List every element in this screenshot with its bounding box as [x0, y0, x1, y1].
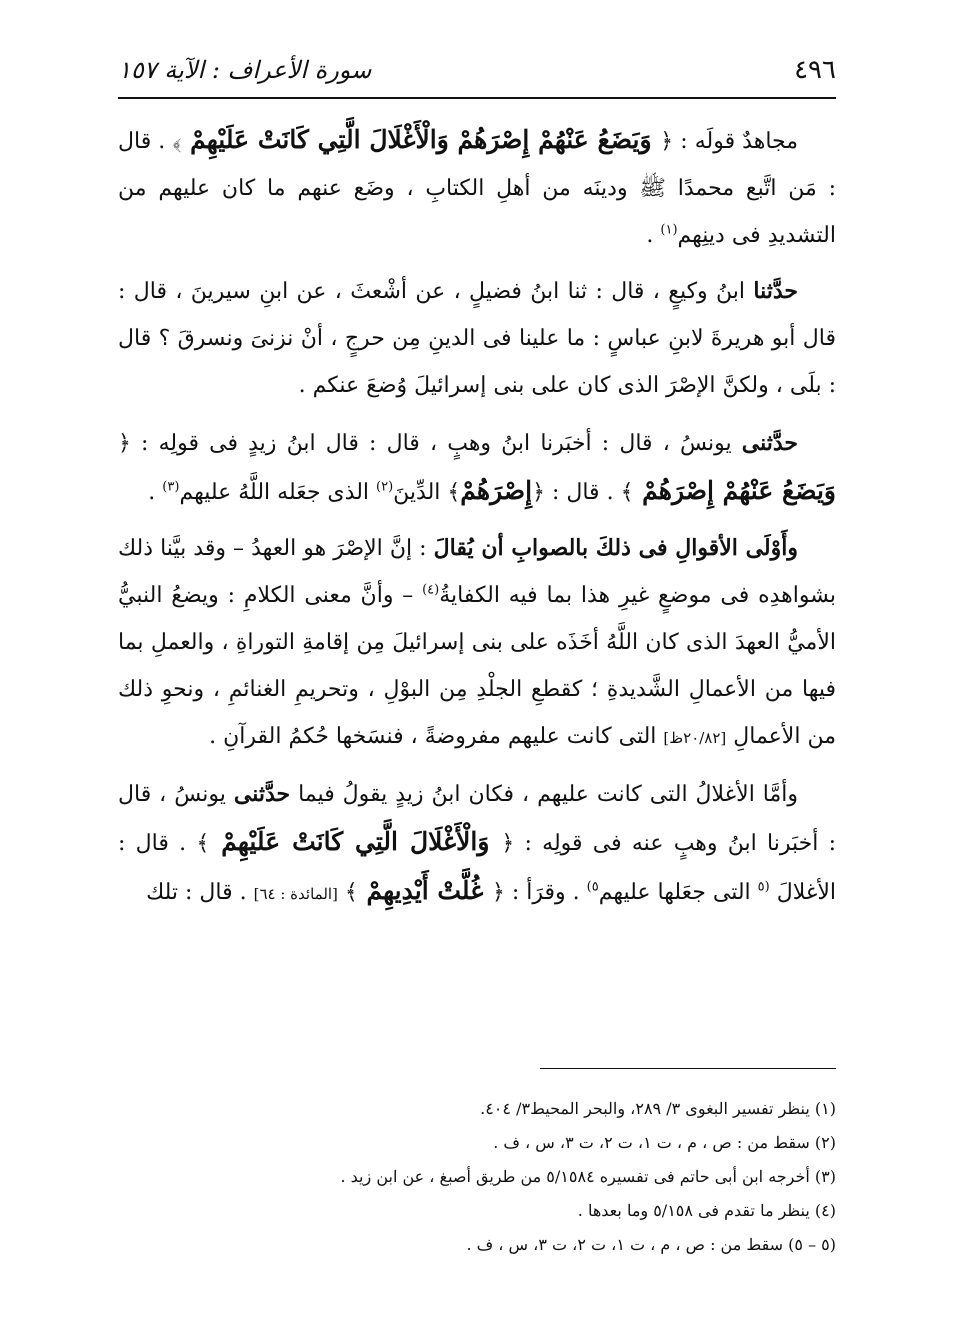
text-run: . وقرَأ :: [504, 880, 587, 905]
text-run-quran: وَالْأَغْلَالَ الَّتِي كَانَتْ عَلَيْهِمْ: [209, 827, 502, 856]
text-run: مجاهدٌ قولَه :: [673, 129, 799, 154]
footnote: (١) ينظر تفسير البغوى ٣/ ٢٨٩، والبحر المحيط٣/ ٤٠٤.: [480, 1099, 836, 1118]
text-run-bold: حدَّثنى: [233, 781, 291, 807]
text-run: . قال : تلك: [146, 880, 254, 905]
text-run: : إنَّ الإصْرَ هو العهدُ – وقد بيَّنا ذلك بشواهدِه فى موضعٍ غيرِ هذا بما فيه الكفايةُ: [118, 536, 836, 608]
footnote: (٥ – ٥) سقط من : ص ، م ، ت ١، ت ٢، ت ٣، س ، ف .: [466, 1235, 836, 1254]
text-run-sup: ٥): [586, 879, 599, 895]
text-run-quran: إِصْرَهُمْ: [460, 476, 533, 505]
text-run-quran: غُلَّتْ أَيْدِيهِمْ: [357, 876, 492, 905]
text-run-bracket: ﴾: [344, 880, 358, 905]
text-run: التى كانت عليهم مفروضةً ، فنسَخها حُكمُ القرآنِ .: [209, 724, 664, 749]
text-run-bracket: ﴾: [196, 831, 210, 856]
text-run: – وأنَّ معنى الكلامِ : ويضعُ النبيُّ الأميُّ العهدَ الذى كان اللَّهُ أخَذَه على بنى إسرائيلَ مِن إقامةِ التوراةِ ، والعملِ بما فيها من الأعمالِ الشَّديدةِ ؛ كقطعِ الجلْدِ مِن البوْلِ ، وتحريمِ الغنائمِ ، ونحوِ ذلك من الأعمالِ: [118, 583, 836, 749]
paragraph: [118, 116, 836, 259]
text-run-sup: (١): [660, 222, 678, 238]
text-run: .: [148, 480, 163, 505]
main-text: [118, 116, 836, 927]
text-run-sup: (٥: [757, 879, 770, 895]
text-run-bracket: ﴿: [501, 831, 515, 856]
paragraph: [118, 525, 836, 762]
paragraph: [118, 268, 836, 409]
text-run-bracket: ﴾: [447, 480, 461, 505]
paragraph: [118, 418, 836, 516]
text-run-ref: [٢٠/٨٢ظ]: [663, 729, 727, 747]
text-run: . قال :: [544, 480, 621, 505]
text-run: .: [646, 223, 661, 248]
text-run: . قال : الأغلالَ: [118, 831, 836, 905]
text-run: وأمَّا الأغلالُ التى كانت عليهم ، فكان ابنُ زيدٍ يقولُ فيما: [290, 782, 799, 807]
text-run: . قال : مَن اتَّبع محمدًا ﷺ ودينَه من أهلِ الكتابِ ، وضَع عنهم ما كان عليهم من التشديدِ فى دينِهم: [118, 129, 836, 248]
footnote-separator: [540, 1068, 836, 1069]
page-header: [118, 48, 836, 92]
text-run-bracket: ﴾: [620, 480, 634, 505]
text-run-sup: (٢): [376, 479, 394, 495]
text-run-sup: (٤): [422, 582, 440, 598]
text-run: التى جعَلها عليهم: [598, 880, 758, 905]
text-run-bold: وأَوْلَى الأقوالِ فى ذلكَ بالصوابِ أن يُقالَ: [433, 535, 798, 561]
text-run-bracket: ﴿: [491, 880, 505, 905]
text-run-bracket: ﴿: [532, 480, 545, 505]
text-run-bracket: ﴾: [172, 129, 182, 154]
text-run: [338, 880, 345, 905]
text-run: ابنُ وكيعٍ ، قال : ثنا ابنُ فضيلٍ ، عن أشْعثَ ، عن ابنِ سيرينَ ، قال : قال أبو هريرةَ لابنِ عباسٍ : ما علينا فى الدينِ مِن حرجٍ ، أنْ نزنىَ ونسرقَ ؟ قال : بلَى ، ولكنَّ الإصْرَ الذى كان على بنى إسرائيلَ وُضعَ عنكم .: [118, 279, 836, 398]
running-title: سورة الأعراف : الآية ١٥٧: [118, 56, 372, 84]
text-run-quran: وَيَضَعُ عَنْهُمْ إِصْرَهُمْ: [633, 476, 836, 505]
page-number: ٤٩٦: [794, 55, 836, 85]
text-run-quran: وَيَضَعُ عَنْهُمْ إِصْرَهُمْ وَالْأَغْلَالَ الَّتِي كَانَتْ عَلَيْهِمْ: [181, 125, 661, 154]
text-run-bracket: ﴿: [660, 129, 674, 154]
text-run-sup: (٣): [162, 479, 180, 495]
footnote: (٢) سقط من : ص ، م ، ت ١، ت ٢، ت ٣، س ، ف .: [493, 1133, 836, 1152]
footnotes: [118, 1092, 836, 1262]
text-run: يونسُ ، قال : أخبَرنا ابنُ وهبٍ عنه فى قولِه :: [118, 782, 836, 856]
paragraph: [118, 771, 836, 918]
text-run-ref: [المائدة : ٦٤]: [253, 885, 338, 903]
text-run: يونسُ ، قال : أخبَرنا ابنُ وهبٍ ، قال : قال ابنُ زيدٍ فى قولِه :: [130, 431, 742, 456]
footnote: (٣) أخرجه ابن أبى حاتم فى تفسيره ٥/١٥٨٤ من طريق أصبغ ، عن ابن زيد .: [340, 1167, 836, 1186]
footnote: (٤) ينظر ما تقدم فى ٥/١٥٨ وما بعدها .: [577, 1201, 836, 1220]
header-rule: [118, 97, 836, 99]
text-run: الذى جعَله اللَّهُ عليهم: [179, 480, 377, 505]
text-run-bold: حدَّثنى: [741, 430, 798, 456]
text-run-bracket: ﴿: [118, 431, 131, 456]
text-run-bold: حدَّثنا: [753, 278, 798, 304]
text-run: الدِّينَ: [393, 480, 448, 505]
